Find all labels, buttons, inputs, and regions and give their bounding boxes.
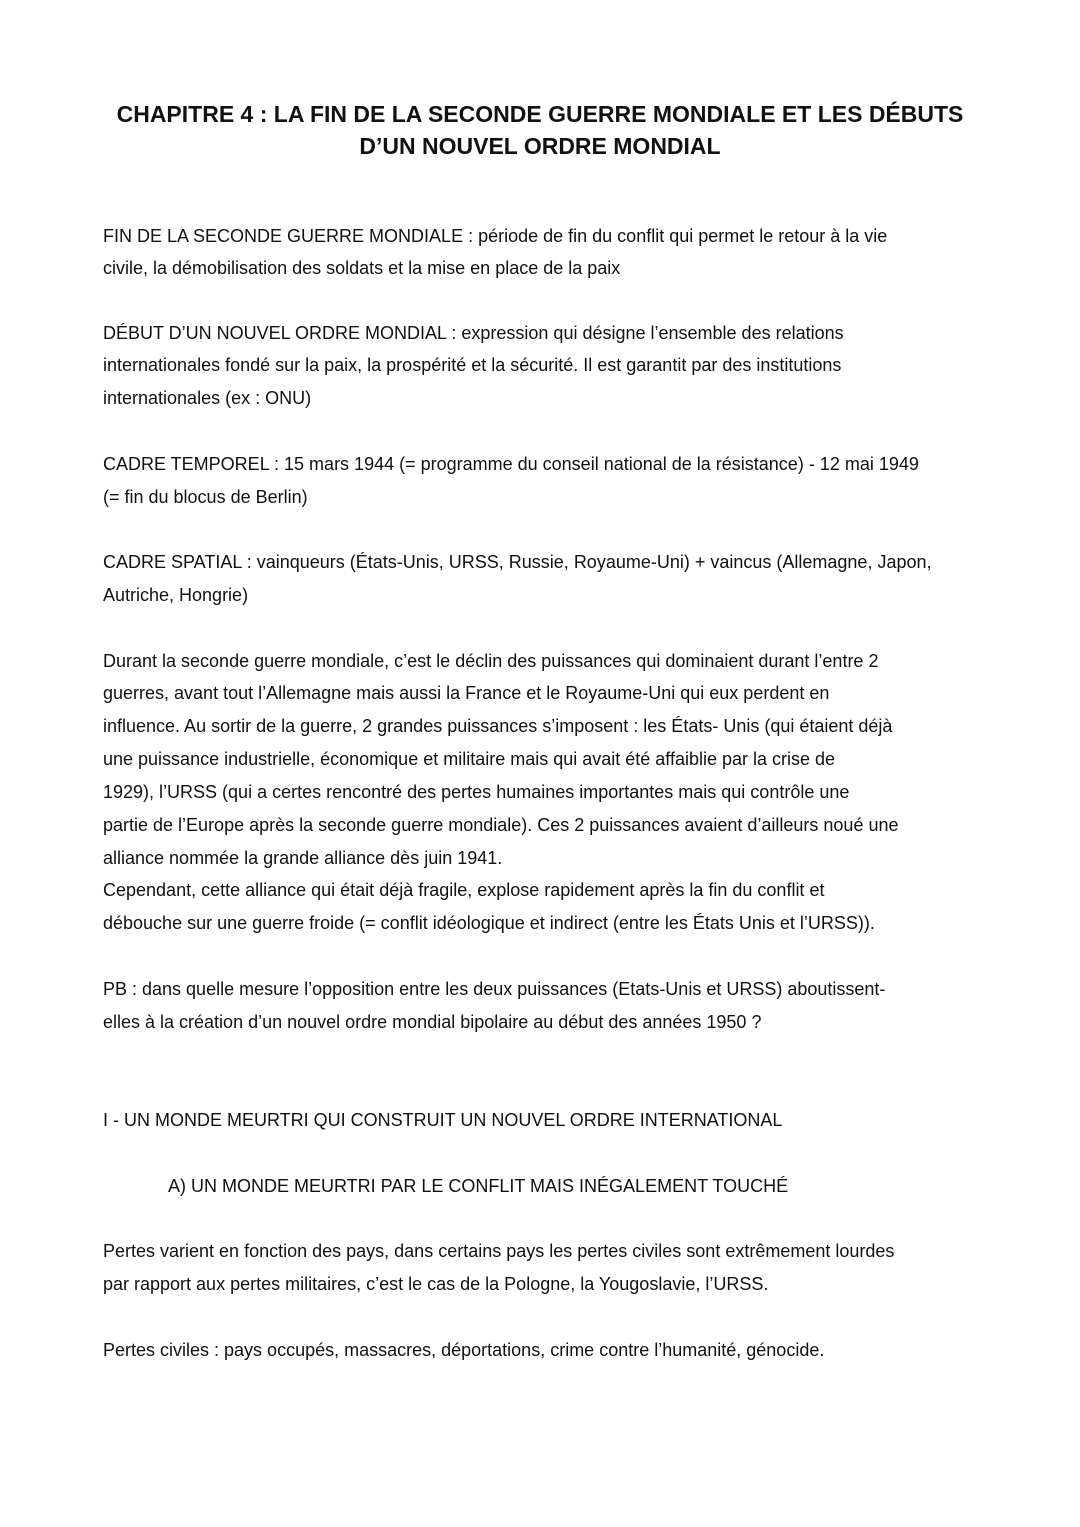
introduction-line: partie de l’Europe après la seconde guerre mondiale). Ces 2 puissances avaient d’ailleurs noué une [103,815,899,835]
introduction-line: guerres, avant tout l’Allemagne mais aussi la France et le Royaume-Uni qui eux perdent en [103,683,830,703]
introduction-line: débouche sur une guerre froide (= conflit idéologique et indirect (entre les États Unis et l’URSS)). [103,913,875,933]
cadre-temporel-line: CADRE TEMPOREL : 15 mars 1944 (= programme du conseil national de la résistance) - 12 mai 1949 [103,454,919,474]
introduction-line: 1929), l’URSS (qui a certes rencontré des pertes humaines importantes mais qui contrôle une [103,782,850,802]
introduction-line: Durant la seconde guerre mondiale, c’est le déclin des puissances qui dominaient durant l’entre 2 [103,651,879,671]
introduction-line: une puissance industrielle, économique et militaire mais qui avait été affaiblie par la crise de [103,749,836,769]
definition-nouvel-ordre-line: DÉBUT D’UN NOUVEL ORDRE MONDIAL : expression qui désigne l’ensemble des relations [103,323,844,343]
chapter-title-line-2: D’UN NOUVEL ORDRE MONDIAL [359,133,721,159]
cadre-spatial-line: Autriche, Hongrie) [103,585,249,605]
definition-fin-guerre-line: civile, la démobilisation des soldats et la mise en place de la paix [103,258,621,278]
problematique-line: PB : dans quelle mesure l’opposition entre les deux puissances (Etats-Unis et URSS) aboutissent- [103,979,886,999]
cadre-spatial-line: CADRE SPATIAL : vainqueurs (États-Unis, URSS, Russie, Royaume-Uni) + vaincus (Allemagne, Japon, [103,552,932,572]
problematique-line: elles à la création d’un nouvel ordre mondial bipolaire au début des années 1950 ? [103,1012,762,1032]
introduction-line: influence. Au sortir de la guerre, 2 grandes puissances s’imposent : les États- Unis (qui étaient déjà [103,716,893,736]
introduction-line: alliance nommée la grande alliance dès juin 1941. [103,848,503,868]
definition-fin-guerre-line: FIN DE LA SECONDE GUERRE MONDIALE : période de fin du conflit qui permet le retour à la vie [103,226,888,246]
pertes-line: par rapport aux pertes militaires, c’est le cas de la Pologne, la Yougoslavie, l’URSS. [103,1274,769,1294]
cadre-temporel-line: (= fin du blocus de Berlin) [103,487,308,507]
definition-nouvel-ordre-line: internationales (ex : ONU) [103,388,312,408]
pertes-civiles-line: Pertes civiles : pays occupés, massacres, déportations, crime contre l’humanité, génocide. [103,1340,825,1360]
subsection-heading-a-line: A) UN MONDE MEURTRI PAR LE CONFLIT MAIS INÉGALEMENT TOUCHÉ [168,1176,789,1196]
introduction-line: Cependant, cette alliance qui était déjà fragile, explose rapidement après la fin du conflit et [103,880,825,900]
chapter-title-line-1: CHAPITRE 4 : LA FIN DE LA SECONDE GUERRE MONDIALE ET LES DÉBUTS [116,101,964,127]
pertes-line: Pertes varient en fonction des pays, dans certains pays les pertes civiles sont extrêmement lourdes [103,1241,895,1261]
section-heading-1-line: I - UN MONDE MEURTRI QUI CONSTRUIT UN NOUVEL ORDRE INTERNATIONAL [103,1110,783,1130]
definition-nouvel-ordre-line: internationales fondé sur la paix, la prospérité et la sécurité. Il est garantit par des institutions [103,355,842,375]
